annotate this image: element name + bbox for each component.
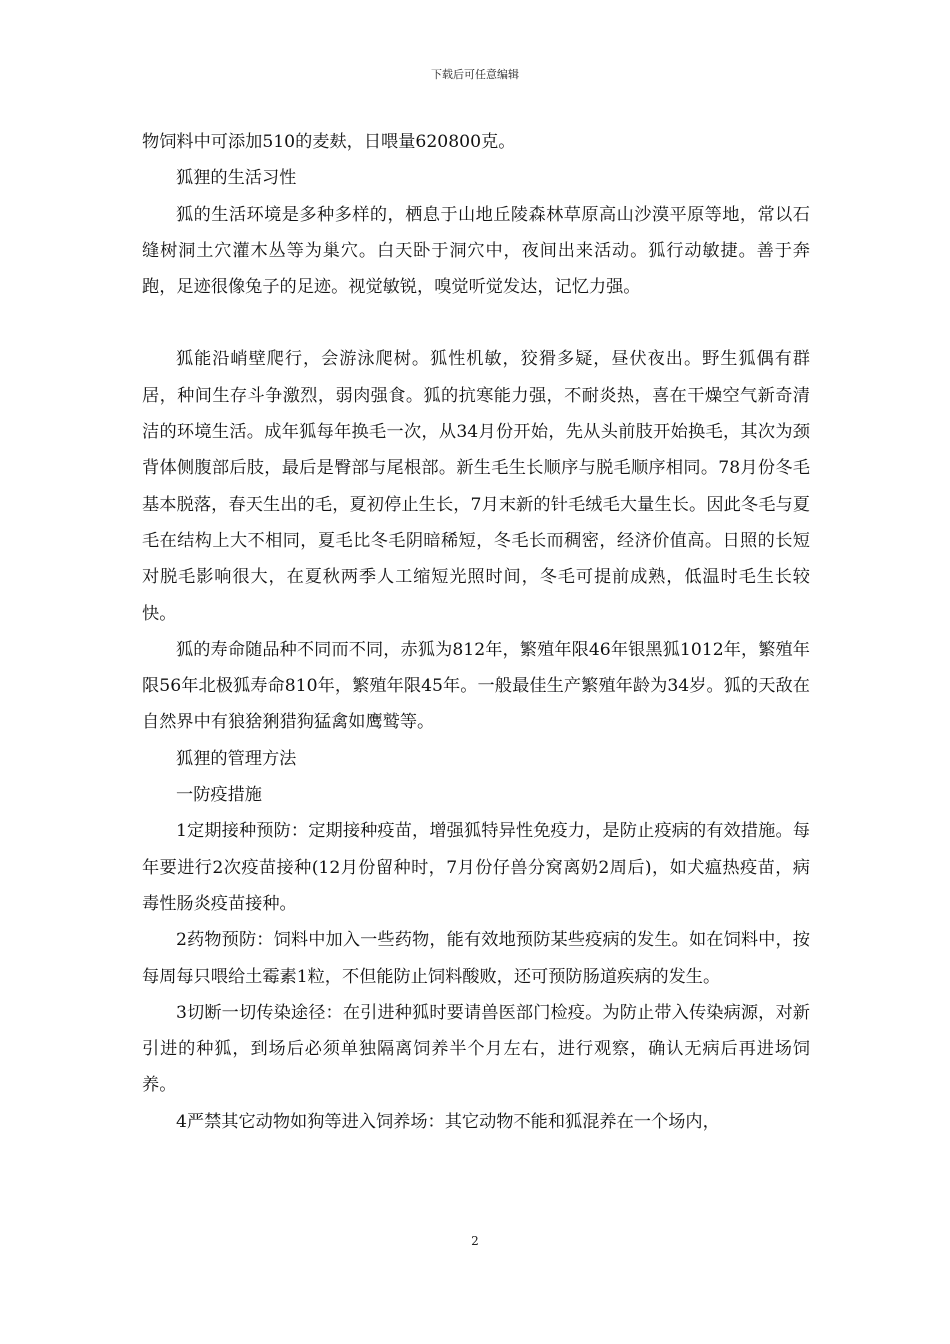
paragraph-behavior-molting: 狐能沿峭壁爬行，会游泳爬树。狐性机敏，狡猾多疑，昼伏夜出。野生狐偶有群居，种间生存斗争激烈，弱肉强食。狐的抗寒能力强，不耐炎热，喜在干燥空气新奇清洁的环境生活。成年狐每年换毛一次，从34月份开始，先从头前肢开始换毛，其次为颈背体侧腹部后肢，最后是臀部与尾根部。新生毛生长顺序与脱毛顺序相同。78月份冬毛基本脱落，春天生出的毛，夏初停止生长，7月末新的针毛绒毛大量生长。因此冬毛与夏毛在结构上大不相同，夏毛比冬毛阴暗稀短，冬毛长而稠密，经济价值高。日照的长短对脱毛影响很大，在夏秋两季人工缩短光照时间，冬毛可提前成熟，低温时毛生长较快。 [142,349,810,624]
paragraph-lifespan: 狐的寿命随品种不同而不同，赤狐为812年，繁殖年限46年银黑狐1012年，繁殖年限56年北极狐寿命810年，繁殖年限45年。一般最佳生产繁殖年龄为34岁。狐的天敌在自然界中有狼猞猁猎狗猛禽如鹰鹫等。 [142,639,810,733]
paragraph-drug-prevention: 2药物预防：饲料中加入一些药物，能有效地预防某些疫病的发生。如在饲料中，按每周每只喂给土霉素1粒，不但能防止饲料酸败，还可预防肠道疾病的发生。 [142,930,810,987]
document-body [142,124,810,1140]
paragraph-gap [142,305,810,341]
page-header: 下载后可任意编辑 [431,68,519,81]
paragraph-feed-note: 物饲料中可添加510的麦麸，日喂量620800克。 [142,132,516,152]
paragraph-habitat: 狐的生活环境是多种多样的，栖息于山地丘陵森林草原高山沙漠平原等地，常以石缝树洞土穴灌木丛等为巢穴。白天卧于洞穴中，夜间出来活动。狐行动敏捷。善于奔跑，足迹很像兔子的足迹。视觉敏锐，嗅觉听觉发达，记忆力强。 [142,204,810,298]
page-number: 2 [471,1234,479,1248]
paragraph-cut-transmission: 3切断一切传染途径：在引进种狐时要请兽医部门检疫。为防止带入传染病源，对新引进的种狐，到场后必须单独隔离饲养半个月左右，进行观察，确认无病后再进场饲养。 [142,1002,810,1096]
heading-management: 狐狸的管理方法 [176,748,297,769]
heading-living-habits: 狐狸的生活习性 [176,168,297,189]
paragraph-no-other-animals: 4严禁其它动物如狗等进入饲养场：其它动物不能和狐混养在一个场内， [176,1111,720,1132]
paragraph-vaccination: 1定期接种预防：定期接种疫苗，增强狐特异性免疫力，是防止疫病的有效措施。每年要进行2次疫苗接种(12月份留种时，7月份仔兽分窝离奶2周后)，如犬瘟热疫苗，病毒性肠炎疫苗接种。 [142,821,810,914]
heading-epidemic-prevention: 一防疫措施 [176,785,262,806]
